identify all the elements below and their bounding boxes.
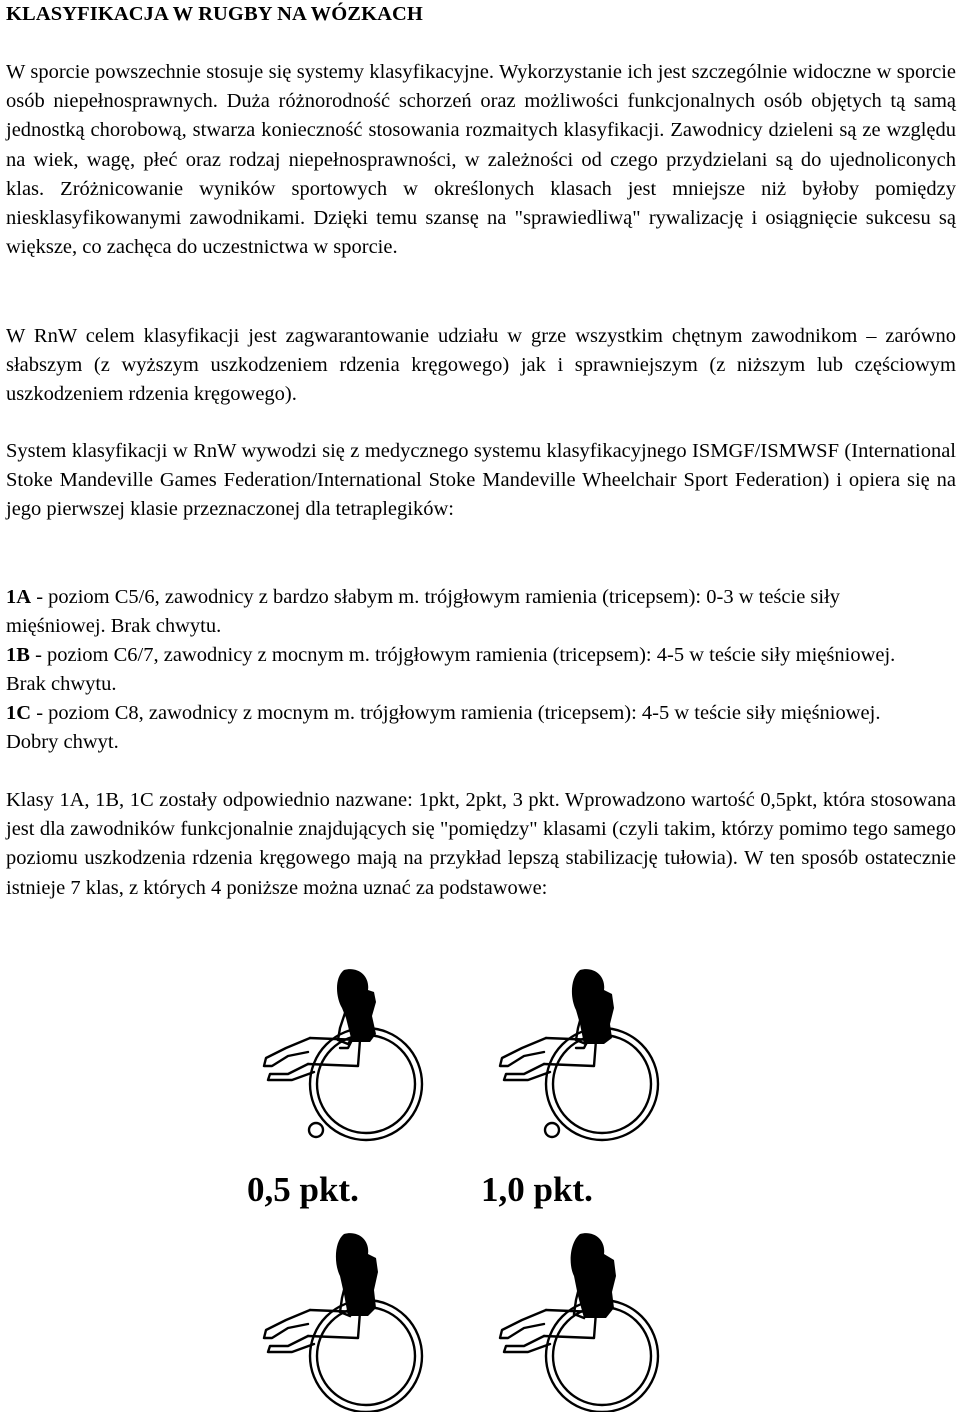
wheelchair-athlete-illustration-1-0 [484, 968, 674, 1148]
points-paragraph: Klasy 1A, 1B, 1C zostały odpowiednio nazwane: 1pkt, 2pkt, 3 pkt. Wprowadzono wartość 0,5pkt, która stosowana jest dla zawodników funkcjonalnie znajdujących się "pomiędzy" klasami (czyli takim, którzy pomimo tego samego poziomu uszkodzenia rdzenia kręgowego mają na przykład lepszą stabilizację tułowia). W ten sposób ostatecznie istnieje 7 klas, z których 4 poniższe można uznać za podstawowe: [6, 789, 956, 899]
class-code: 1A [6, 586, 32, 608]
wheelchair-athlete-illustration-lower-right [484, 1228, 674, 1412]
intro-paragraph: W sporcie powszechnie stosuje się systemy klasyfikacyjne. Wykorzystanie ich jest szczególnie widoczne w sporcie osób niepełnosprawnych. Duża różnorodność schorzeń oraz możliwości funkcjonalnych osób objętych tą samą jednostką chorobową, stwarza konieczność stosowania rozmaitych klasyfikacji. Zawodnicy dzieleni są ze względu na wiek, wagę, płeć oraz rodzaj niepełnosprawności, w zależności od czego przydzielani są do ujednoliconych klas. Zróżnicowanie wyników sportowych w określonych klasach jest mniejsze niż byłoby pomiędzy niesklasyfikowanymi zawodnikami. Dzięki temu szansę na "sprawiedliwą" rywalizację i osiągnięcie sukcesu są większe, co zachęca do uczestnictwa w sporcie. [6, 61, 956, 259]
class-description: - poziom C5/6, zawodnicy z bardzo słabym m. trójgłowym ramienia (tricepsem): 0-3 w teście siły mięśniowej. Brak chwytu. [6, 586, 841, 638]
wheelchair-athlete-illustration-0-5 [248, 968, 438, 1148]
class-description: - poziom C6/7, zawodnicy z mocnym m. trójgłowym ramienia (tricepsem): 4-5 w teście siły mięśniowej. Brak chwytu. [6, 644, 896, 696]
wheelchair-athlete-illustration-lower-left [248, 1228, 438, 1412]
class-code: 1B [6, 644, 30, 666]
class-1b [6, 641, 936, 699]
class-description: - poziom C8, zawodnicy z mocnym m. trójgłowym ramienia (tricepsem): 4-5 w teście siły mięśniowej. Dobry chwyt. [6, 702, 881, 754]
figure-label-right: 1,0 pkt. [481, 1170, 593, 1209]
class-1c [6, 699, 936, 757]
class-code: 1C [6, 702, 32, 724]
class-1a [6, 583, 936, 641]
page-title: KLASYFIKACJA W RUGBY NA WÓZKACH [6, 3, 423, 25]
system-paragraph: System klasyfikacji w RnW wywodzi się z medycznego systemu klasyfikacyjnego ISMGF/ISMWSF (International Stoke Mandeville Games Federation/International Stoke Mandeville Wheelchair Sport Federation) i opiera się na jego pierwszej klasie przeznaczonej dla tetraplegików: [6, 440, 956, 521]
figure-label-left: 0,5 pkt. [247, 1170, 359, 1209]
goal-paragraph: W RnW celem klasyfikacji jest zagwarantowanie udziału w grze wszystkim chętnym zawodnikom – zarówno słabszym (z wyższym uszkodzeniem rdzenia kręgowego) jak i sprawniejszym (z niższym lub częściowym uszkodzeniem rdzenia kręgowego). [6, 325, 956, 406]
